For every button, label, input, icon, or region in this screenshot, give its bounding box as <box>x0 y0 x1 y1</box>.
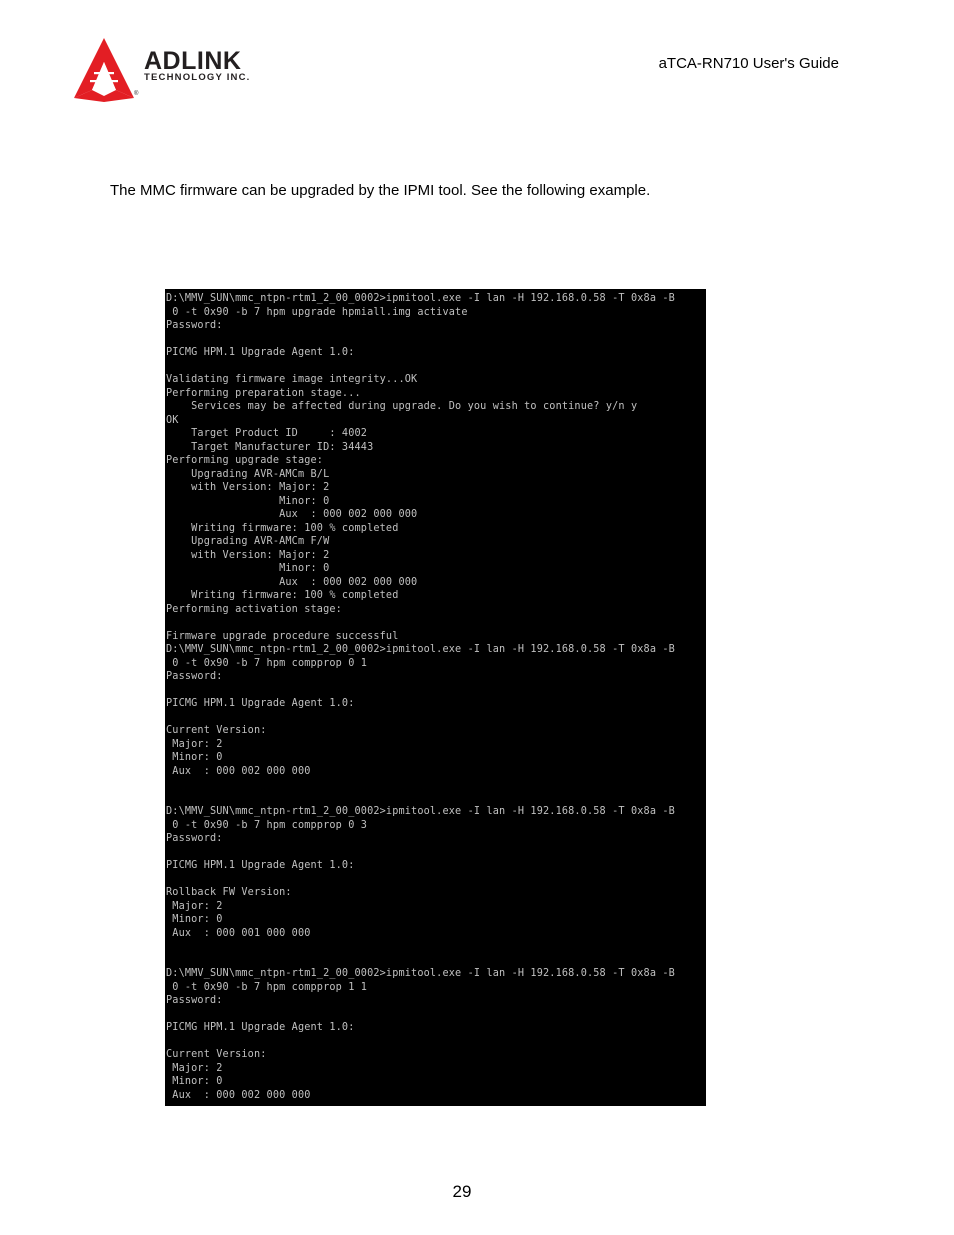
terminal-line: 0 -t 0x90 -b 7 hpm compprop 1 1 <box>166 981 368 993</box>
terminal-line: PICMG HPM.1 Upgrade Agent 1.0: <box>166 860 355 871</box>
terminal-line: PICMG HPM.1 Upgrade Agent 1.0: <box>166 347 355 358</box>
terminal-line: OK <box>166 414 179 426</box>
terminal-line: D:\MMV_SUN\mmc_ntpn-rtm1_2_00_0002>ipmitool.exe -I lan -H 192.168.0.58 -T 0x8a -B <box>166 806 675 817</box>
terminal-line: Aux : 000 001 000 000 <box>166 927 311 939</box>
terminal-line: 0 -t 0x90 -b 7 hpm compprop 0 1 <box>166 657 368 669</box>
registered-mark: ® <box>134 91 139 97</box>
document-title: aTCA-RN710 User's Guide <box>658 55 839 72</box>
terminal-line: PICMG HPM.1 Upgrade Agent 1.0: <box>166 1022 355 1033</box>
adlink-triangle-icon <box>74 36 140 102</box>
intro-paragraph: The MMC firmware can be upgraded by the IPMI tool. See the following example. <box>110 182 651 199</box>
terminal-line: Rollback FW Version: <box>166 887 292 898</box>
terminal-line: Validating firmware image integrity...OK <box>166 374 418 385</box>
terminal-line: Minor: 0 <box>166 495 330 507</box>
terminal-line: with Version: Major: 2 <box>166 549 330 561</box>
terminal-line: Aux : 000 002 000 000 <box>166 765 311 777</box>
terminal-line: Minor: 0 <box>166 914 223 925</box>
terminal-line: Upgrading AVR-AMCm B/L <box>166 468 330 480</box>
terminal-line: D:\MMV_SUN\mmc_ntpn-rtm1_2_00_0002>ipmitool.exe -I lan -H 192.168.0.58 -T 0x8a -B <box>166 968 675 979</box>
terminal-line: Current Version: <box>166 1049 267 1060</box>
terminal-line: Target Manufacturer ID: 34443 <box>166 441 374 453</box>
terminal-line: PICMG HPM.1 Upgrade Agent 1.0: <box>166 698 355 709</box>
terminal-line: Aux : 000 002 000 000 <box>166 1089 311 1101</box>
adlink-logo <box>74 36 284 102</box>
terminal-line: Services may be affected during upgrade. Do you wish to continue? y/n y <box>166 401 638 412</box>
terminal-line: Upgrading AVR-AMCm F/W <box>166 536 330 547</box>
terminal-line: Password: <box>166 833 223 844</box>
terminal-line: Major: 2 <box>166 738 223 750</box>
terminal-line: Firmware upgrade procedure successful <box>166 630 399 642</box>
terminal-line: Performing preparation stage... <box>166 387 361 399</box>
terminal-line: Password: <box>166 995 223 1006</box>
terminal-screenshot <box>165 289 706 1106</box>
terminal-line: D:\MMV_SUN\mmc_ntpn-rtm1_2_00_0002>ipmitool.exe -I lan -H 192.168.0.58 -T 0x8a -B <box>166 293 675 304</box>
terminal-line: Performing activation stage: <box>166 603 342 615</box>
page-number: 29 <box>452 1182 472 1201</box>
terminal-line: Minor: 0 <box>166 563 330 574</box>
terminal-line: Current Version: <box>166 725 267 736</box>
terminal-line: Aux : 000 002 000 000 <box>166 509 418 520</box>
terminal-line: Major: 2 <box>166 900 223 912</box>
terminal-line: Minor: 0 <box>166 1076 223 1087</box>
terminal-line: D:\MMV_SUN\mmc_ntpn-rtm1_2_00_0002>ipmitool.exe -I lan -H 192.168.0.58 -T 0x8a -B <box>166 644 675 655</box>
terminal-line: Minor: 0 <box>166 752 223 763</box>
terminal-line: Writing firmware: 100 % completed <box>166 522 399 534</box>
terminal-line: Writing firmware: 100 % completed <box>166 590 399 601</box>
brand-name: ADLINK <box>144 47 242 75</box>
terminal-line: Password: <box>166 320 223 331</box>
terminal-line: Major: 2 <box>166 1062 223 1074</box>
terminal-line: 0 -t 0x90 -b 7 hpm upgrade hpmiall.img activate <box>166 306 468 318</box>
terminal-line: 0 -t 0x90 -b 7 hpm compprop 0 3 <box>166 819 368 831</box>
terminal-line: with Version: Major: 2 <box>166 482 330 493</box>
terminal-line: Password: <box>166 671 223 682</box>
terminal-line: Performing upgrade stage: <box>166 455 324 466</box>
brand-tagline: TECHNOLOGY INC. <box>144 72 251 83</box>
terminal-line: Target Product ID : 4002 <box>166 428 368 439</box>
terminal-line: Aux : 000 002 000 000 <box>166 576 418 588</box>
